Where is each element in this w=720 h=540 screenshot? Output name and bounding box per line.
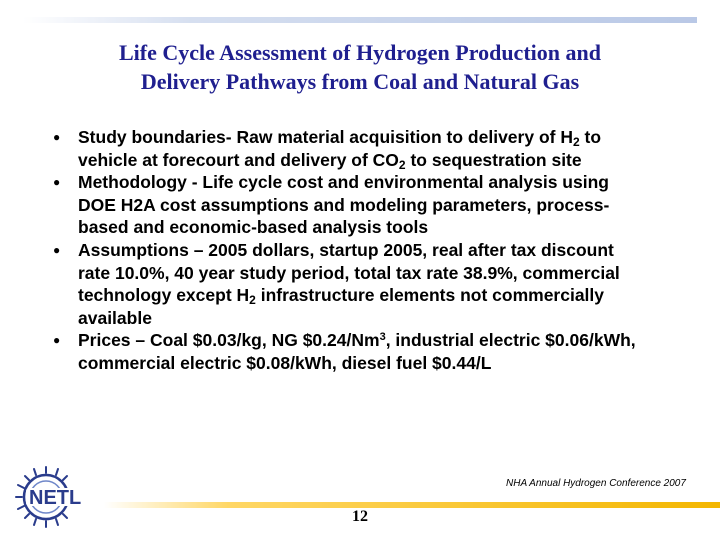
bullet-study-boundaries xyxy=(53,126,648,172)
subscript: 2 xyxy=(249,293,256,308)
bullet-prices xyxy=(53,329,648,374)
bullet-text: Study boundaries- Raw material acquisition to delivery of H xyxy=(78,127,573,147)
conference-label: NHA Annual Hydrogen Conference 2007 xyxy=(506,478,686,489)
bullet-text: to sequestration site xyxy=(405,149,582,170)
bullet-text: Assumptions – 2005 dollars, startup 2005, real after tax discount rate 10.0%, 40 year study period, total tax rate 38.9%, commercial technology except H xyxy=(78,239,620,306)
superscript: 3 xyxy=(379,331,386,344)
bullet-dot-icon: ● xyxy=(53,130,61,144)
bullet-methodology xyxy=(53,171,648,239)
slide-title xyxy=(20,38,700,96)
subscript: 2 xyxy=(398,157,406,172)
page-number: 12 xyxy=(352,508,368,525)
bullet-assumptions xyxy=(53,239,648,329)
bullet-text: to vehicle at forecourt and delivery of CO xyxy=(78,127,602,170)
bullet-text: , industrial electric $0.06/kWh, commercial electric $0.08/kWh, diesel fuel $0.44/L xyxy=(78,330,636,373)
bullet-text: Prices – Coal $0.03/kg, NG $0.24/Nm xyxy=(78,330,380,351)
bullet-list xyxy=(53,126,648,375)
header-decorative-bar xyxy=(23,17,697,23)
footer-decorative-line xyxy=(104,502,720,508)
logo-text: NETL xyxy=(29,487,82,509)
subscript: 2 xyxy=(572,135,580,149)
bullet-text: infrastructure elements not commercially available xyxy=(78,285,605,328)
netl-logo xyxy=(12,464,112,530)
title-line-2: Delivery Pathways from Coal and Natural Gas xyxy=(140,69,580,94)
bullet-dot-icon: ● xyxy=(53,333,61,348)
title-line-1: Life Cycle Assessment of Hydrogen Production and xyxy=(119,40,601,65)
bullet-text: Methodology - Life cycle cost and environmental analysis using DOE H2A cost assumptions and modeling parameters, process-based and economic-based analysis tools xyxy=(78,172,610,238)
bullet-dot-icon: ● xyxy=(53,175,61,190)
bullet-dot-icon: ● xyxy=(53,242,61,257)
